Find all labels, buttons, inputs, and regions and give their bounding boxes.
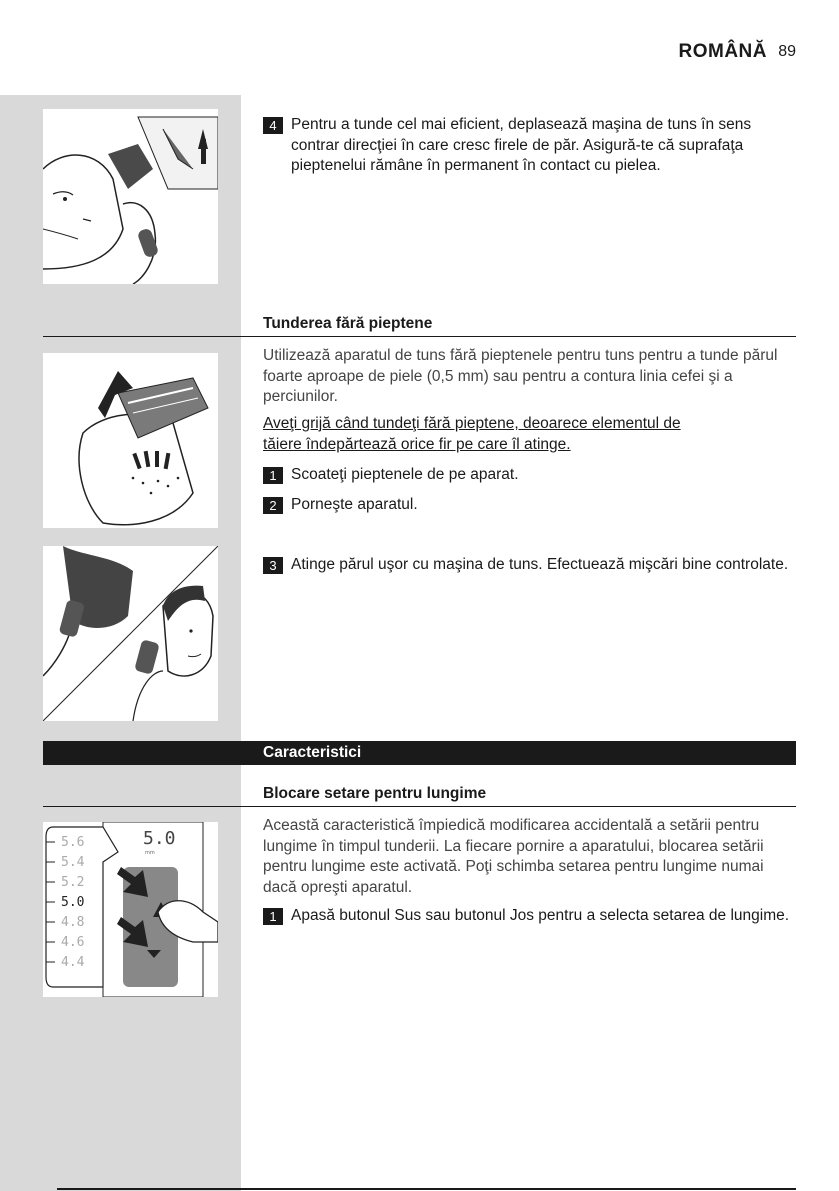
warning-text: Aveţi grijă când tundeţi fără pieptene, deoarece elementul de tăiere îndepărtează orice fir pe care îl atinge. (263, 415, 681, 453)
section-title-no-comb: Tunderea fără pieptene (263, 315, 433, 332)
scale-label: 4.4 (61, 955, 85, 970)
step-number: 2 (263, 497, 283, 514)
scale-label: 5.6 (61, 835, 85, 850)
figure-length-display (43, 822, 218, 997)
step-text: Pentru a tunde cel mai eficient, deplasează maşina de tuns în sens contrar direcţiei în care cresc firele de păr. Asigură-te că suprafaţa pieptenelui rămâne în permanent în contact cu pielea. (291, 116, 752, 174)
display-current-value: 5.0 (143, 828, 176, 849)
scale-label: 4.8 (61, 915, 85, 930)
step-number: 1 (263, 467, 283, 484)
figure-neckline-trim (43, 546, 218, 721)
step-number: 4 (263, 117, 283, 134)
step-text: Porneşte aparatul. (291, 496, 418, 513)
step-number: 3 (263, 557, 283, 574)
step-2-switch-on (263, 495, 793, 516)
step-text: Scoateţi pieptenele de pe aparat. (291, 466, 519, 483)
scale-label: 5.4 (61, 855, 85, 870)
scale-label: 5.0 (61, 895, 85, 910)
section-bar-title: Caracteristici (263, 744, 362, 761)
step-3-touch-hair (263, 555, 793, 576)
section-divider (43, 336, 796, 337)
intro-no-comb: Utilizează aparatul de tuns fără pieptenele pentru tuns pentru a tunde părul foarte aproape de piele (0,5 mm) sau pentru a contura linia cefei şi a perciunilor. (263, 347, 778, 405)
scale-label: 5.2 (61, 875, 85, 890)
figure-remove-comb (43, 353, 218, 528)
step-4 (263, 115, 793, 177)
section-divider (43, 806, 796, 807)
language-title: ROMÂNĂ (678, 41, 767, 62)
illustration-head-trimmer (43, 109, 218, 284)
section-title-length-lock: Blocare setare pentru lungime (263, 785, 487, 802)
step-text: Atinge părul uşor cu maşina de tuns. Efectuează mişcări bine controlate. (291, 556, 789, 573)
section-bar-features (43, 741, 796, 765)
step-number: 1 (263, 908, 283, 925)
illustration-length-display (43, 822, 218, 997)
step-1-remove-comb (263, 465, 793, 486)
footer-rule (57, 1188, 796, 1190)
illustration-comb-removal (43, 353, 218, 528)
illustration-neckline (43, 546, 218, 721)
figure-trim-against-growth (43, 109, 218, 284)
page-number: 89 (778, 43, 796, 60)
display-unit: mm (145, 850, 155, 856)
scale-label: 4.6 (61, 935, 85, 950)
step-1-press-button (263, 906, 793, 927)
intro-length-lock: Această caracteristică împiedică modificarea accidentală a setării pentru lungime în timpul tunderii. La fiecare pornire a aparatului, blocarea setării pentru lungime este activată. Poţi schimba setarea pentru lungime numai dacă opreşti aparatul. (263, 817, 764, 896)
step-text: Apasă butonul Sus sau butonul Jos pentru a selecta setarea de lungime. (291, 907, 790, 924)
